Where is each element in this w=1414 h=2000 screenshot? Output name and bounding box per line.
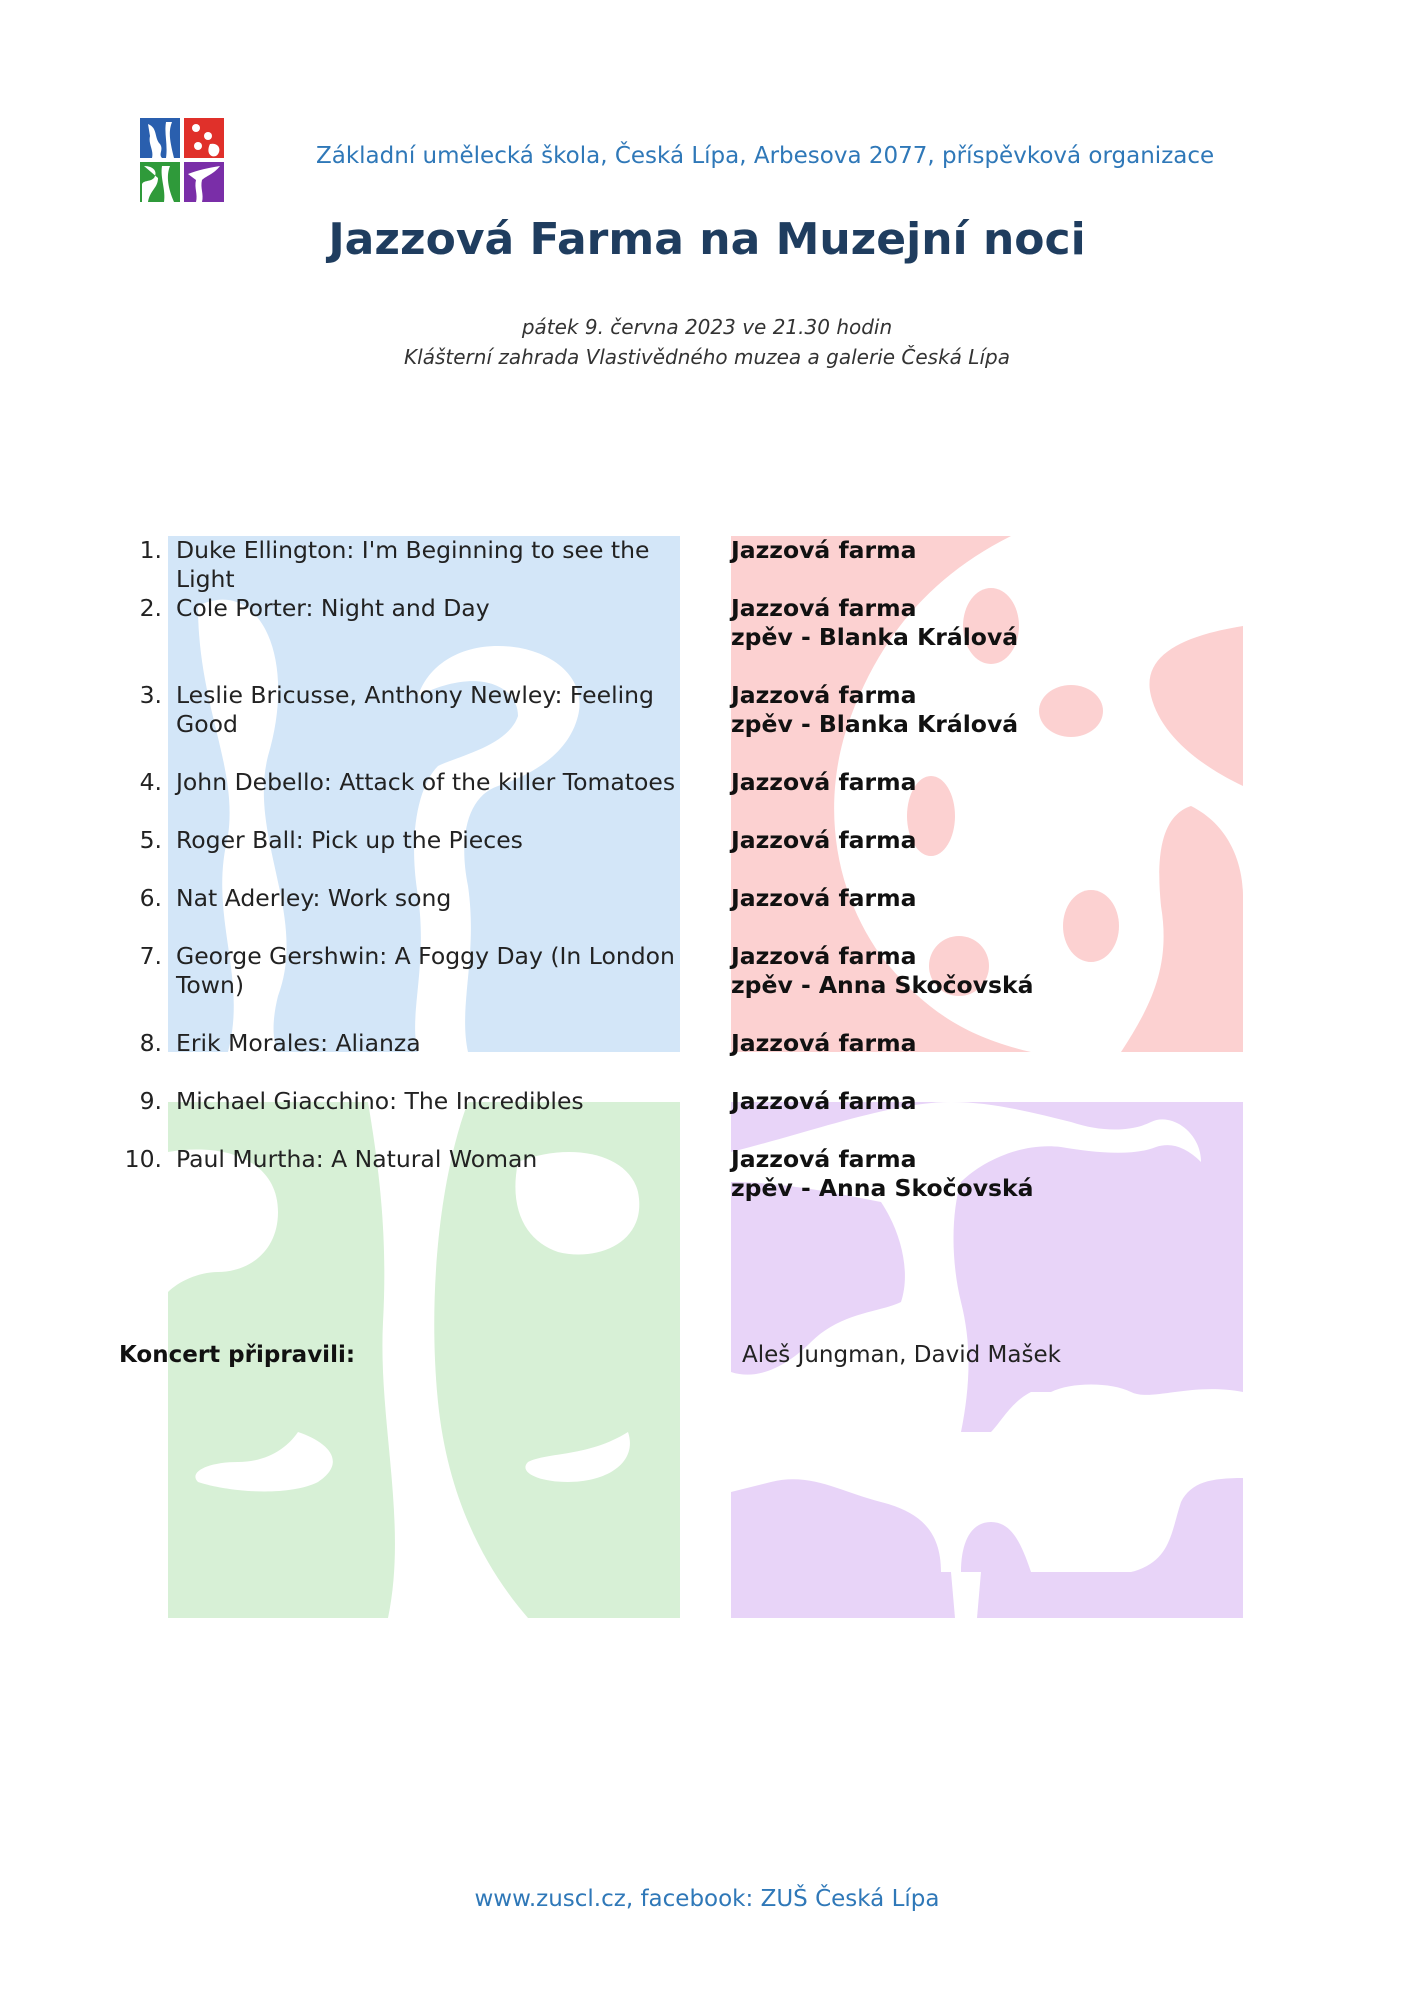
- page-title: Jazzová Farma na Muzejní noci: [328, 214, 1086, 265]
- item-number: 4.: [139, 768, 162, 796]
- performer-name: Jazzová farma: [731, 594, 917, 622]
- performer-name: Jazzová farma: [731, 884, 917, 912]
- credits-label: Koncert připravili:: [119, 1342, 356, 1368]
- item-number: 7.: [139, 942, 162, 970]
- item-piece: Duke Ellington: I'm Beginning to see the Light: [176, 536, 650, 593]
- vocalist: zpěv - Blanka Králová: [731, 623, 1019, 651]
- performer-name: Jazzová farma: [731, 942, 917, 970]
- item-performer: [731, 594, 1251, 652]
- performer-name: Jazzová farma: [731, 1087, 917, 1115]
- item-performer: [731, 536, 1251, 565]
- item-performer: [731, 884, 1251, 913]
- performer-name: Jazzová farma: [731, 768, 917, 796]
- performer-name: Jazzová farma: [731, 536, 917, 564]
- item-piece: Michael Giacchino: The Incredibles: [176, 1087, 584, 1115]
- item-number: 1.: [139, 536, 162, 564]
- item-number: 9.: [139, 1087, 162, 1115]
- item-performer: [731, 1029, 1251, 1058]
- item-piece: Paul Murtha: A Natural Woman: [176, 1145, 538, 1173]
- performer-name: Jazzová farma: [731, 826, 917, 854]
- item-number: 2.: [139, 594, 162, 622]
- item-piece: Cole Porter: Night and Day: [176, 594, 490, 622]
- item-piece: Nat Aderley: Work song: [176, 884, 452, 912]
- item-number: 8.: [139, 1029, 162, 1057]
- performer-name: Jazzová farma: [731, 1029, 917, 1057]
- item-performer: [731, 681, 1251, 739]
- item-number: 10.: [124, 1145, 162, 1173]
- item-performer: [731, 768, 1251, 797]
- item-number: 5.: [139, 826, 162, 854]
- vocalist: zpěv - Blanka Králová: [731, 710, 1019, 738]
- footer-links: www.zuscl.cz, facebook: ZUŠ Česká Lípa: [474, 1886, 940, 1912]
- item-piece: Erik Morales: Alianza: [176, 1029, 421, 1057]
- item-piece: Roger Ball: Pick up the Pieces: [176, 826, 523, 854]
- item-number: 3.: [139, 681, 162, 709]
- item-performer: [731, 826, 1251, 855]
- item-piece: Leslie Bricusse, Anthony Newley: Feeling Good: [176, 681, 654, 738]
- item-number: 6.: [139, 884, 162, 912]
- vocalist: zpěv - Anna Skočovská: [731, 971, 1034, 999]
- school-name: Základní umělecká škola, Česká Lípa, Arbesova 2077, příspěvková organizace: [316, 143, 1215, 169]
- item-piece: John Debello: Attack of the killer Tomatoes: [176, 768, 676, 796]
- item-performer: [731, 1145, 1251, 1203]
- performer-name: Jazzová farma: [731, 681, 917, 709]
- credits-names: Aleš Jungman, David Mašek: [742, 1342, 1061, 1368]
- item-performer: [731, 1087, 1251, 1116]
- event-venue: Klášterní zahrada Vlastivědného muzea a galerie Česká Lípa: [404, 345, 1010, 369]
- performer-name: Jazzová farma: [731, 1145, 917, 1173]
- item-performer: [731, 942, 1251, 1000]
- item-piece: George Gershwin: A Foggy Day (In London Town): [176, 942, 675, 999]
- vocalist: zpěv - Anna Skočovská: [731, 1174, 1034, 1202]
- event-date: pátek 9. června 2023 ve 21.30 hodin: [521, 315, 893, 339]
